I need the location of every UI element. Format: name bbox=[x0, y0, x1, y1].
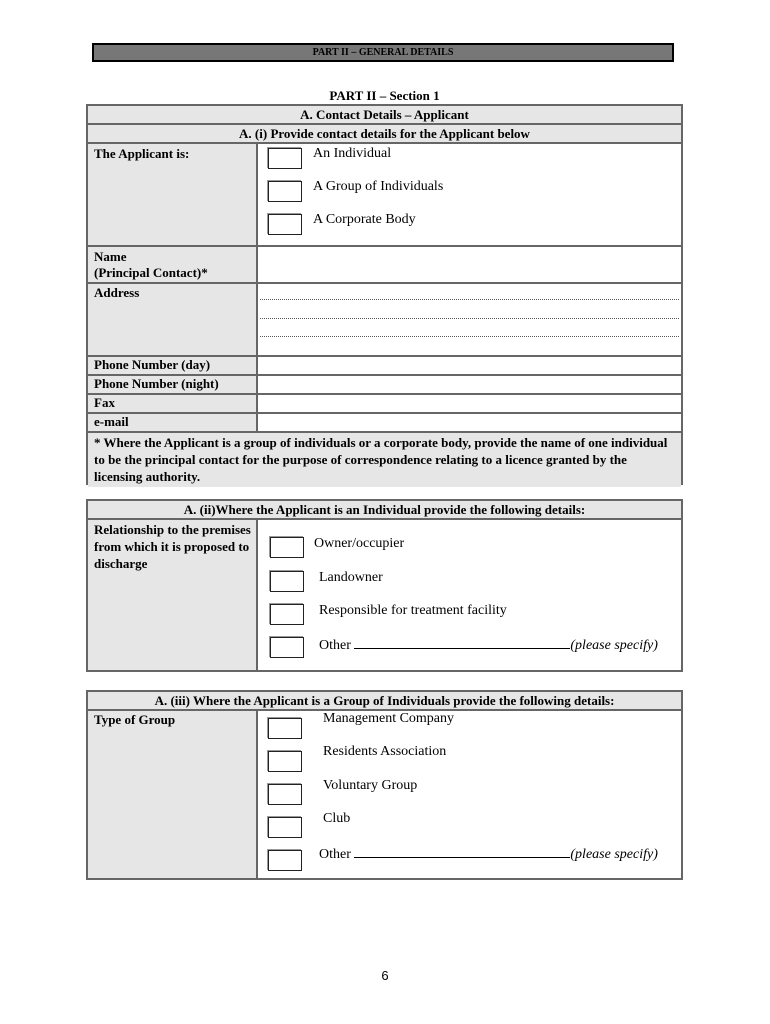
group-type-row bbox=[88, 711, 681, 878]
treatment-facility-label: Responsible for treatment facility bbox=[319, 603, 507, 618]
corporate-option-label: A Corporate Body bbox=[313, 212, 416, 227]
phone-day-label: Phone Number (day) bbox=[88, 357, 258, 374]
principal-contact-note: * Where the Applicant is a group of individuals or a corporate body, provide the name of one individual to be the principal contact for the purpose of correspondence relating to a licence granted by the licensing authority. bbox=[88, 433, 681, 487]
applicant-contact-table bbox=[86, 104, 683, 485]
management-company-checkbox[interactable] bbox=[268, 718, 302, 739]
name-label bbox=[88, 247, 258, 282]
page-number: 6 bbox=[381, 968, 389, 983]
address-line-1 bbox=[260, 299, 679, 300]
other-group-option bbox=[319, 845, 658, 863]
name-row bbox=[88, 247, 681, 284]
phone-night-row bbox=[88, 376, 681, 395]
email-field[interactable] bbox=[258, 414, 681, 431]
landowner-checkbox[interactable] bbox=[270, 571, 304, 592]
other-group-checkbox[interactable] bbox=[268, 850, 302, 871]
relationship-label: Relationship to the premises from which it is proposed to discharge bbox=[88, 520, 258, 670]
phone-night-field[interactable] bbox=[258, 376, 681, 393]
contact-details-heading: A. Contact Details – Applicant bbox=[88, 106, 681, 125]
voluntary-group-label: Voluntary Group bbox=[323, 778, 418, 793]
other-group-label: Other bbox=[319, 847, 351, 862]
other-relationship-option bbox=[319, 636, 658, 654]
club-checkbox[interactable] bbox=[268, 817, 302, 838]
applicant-type-options bbox=[258, 144, 681, 245]
corporate-checkbox[interactable] bbox=[268, 214, 302, 235]
residents-association-label: Residents Association bbox=[323, 744, 447, 759]
phone-day-row bbox=[88, 357, 681, 376]
owner-occupier-checkbox[interactable] bbox=[270, 537, 304, 558]
address-field[interactable] bbox=[258, 284, 681, 355]
email-label: e-mail bbox=[88, 414, 258, 431]
individual-checkbox[interactable] bbox=[268, 148, 302, 169]
other-group-specify: (please specify) bbox=[570, 847, 658, 862]
group-details-table bbox=[86, 690, 683, 880]
group-details-heading: A. (iii) Where the Applicant is a Group of Individuals provide the following details: bbox=[88, 692, 681, 711]
address-label: Address bbox=[88, 284, 258, 355]
phone-day-field[interactable] bbox=[258, 357, 681, 374]
email-row bbox=[88, 414, 681, 433]
individual-details-heading: A. (ii)Where the Applicant is an Individual provide the following details: bbox=[88, 501, 681, 520]
residents-association-checkbox[interactable] bbox=[268, 751, 302, 772]
group-option-label: A Group of Individuals bbox=[313, 179, 444, 194]
address-line-2 bbox=[260, 318, 679, 319]
other-relationship-specify-line[interactable] bbox=[354, 636, 570, 649]
other-group-specify-line[interactable] bbox=[354, 845, 570, 858]
address-row bbox=[88, 284, 681, 357]
applicant-type-label: The Applicant is: bbox=[88, 144, 258, 245]
other-relationship-checkbox[interactable] bbox=[270, 637, 304, 658]
relationship-options bbox=[258, 520, 681, 670]
individual-details-table bbox=[86, 499, 683, 672]
group-type-label: Type of Group bbox=[88, 711, 258, 878]
address-line-3 bbox=[260, 336, 679, 337]
club-label: Club bbox=[323, 811, 351, 826]
fax-row bbox=[88, 395, 681, 414]
applicant-type-row bbox=[88, 144, 681, 247]
owner-occupier-label: Owner/occupier bbox=[314, 536, 405, 551]
relationship-row bbox=[88, 520, 681, 670]
group-type-options bbox=[258, 711, 681, 878]
phone-night-label: Phone Number (night) bbox=[88, 376, 258, 393]
part-banner: PART II – GENERAL DETAILS bbox=[92, 43, 674, 62]
other-relationship-label: Other bbox=[319, 638, 351, 653]
voluntary-group-checkbox[interactable] bbox=[268, 784, 302, 805]
section-title: PART II – Section 1 bbox=[329, 88, 440, 103]
landowner-label: Landowner bbox=[319, 570, 383, 585]
fax-label: Fax bbox=[88, 395, 258, 412]
other-relationship-specify: (please specify) bbox=[570, 638, 658, 653]
group-checkbox[interactable] bbox=[268, 181, 302, 202]
name-field[interactable] bbox=[258, 247, 681, 282]
name-label-line-2: (Principal Contact)* bbox=[94, 265, 208, 280]
contact-details-subheading: A. (i) Provide contact details for the Applicant below bbox=[88, 125, 681, 144]
treatment-facility-checkbox[interactable] bbox=[270, 604, 304, 625]
name-label-line-1: Name bbox=[94, 249, 127, 264]
management-company-label: Management Company bbox=[323, 711, 455, 726]
individual-option-label: An Individual bbox=[313, 146, 392, 161]
fax-field[interactable] bbox=[258, 395, 681, 412]
